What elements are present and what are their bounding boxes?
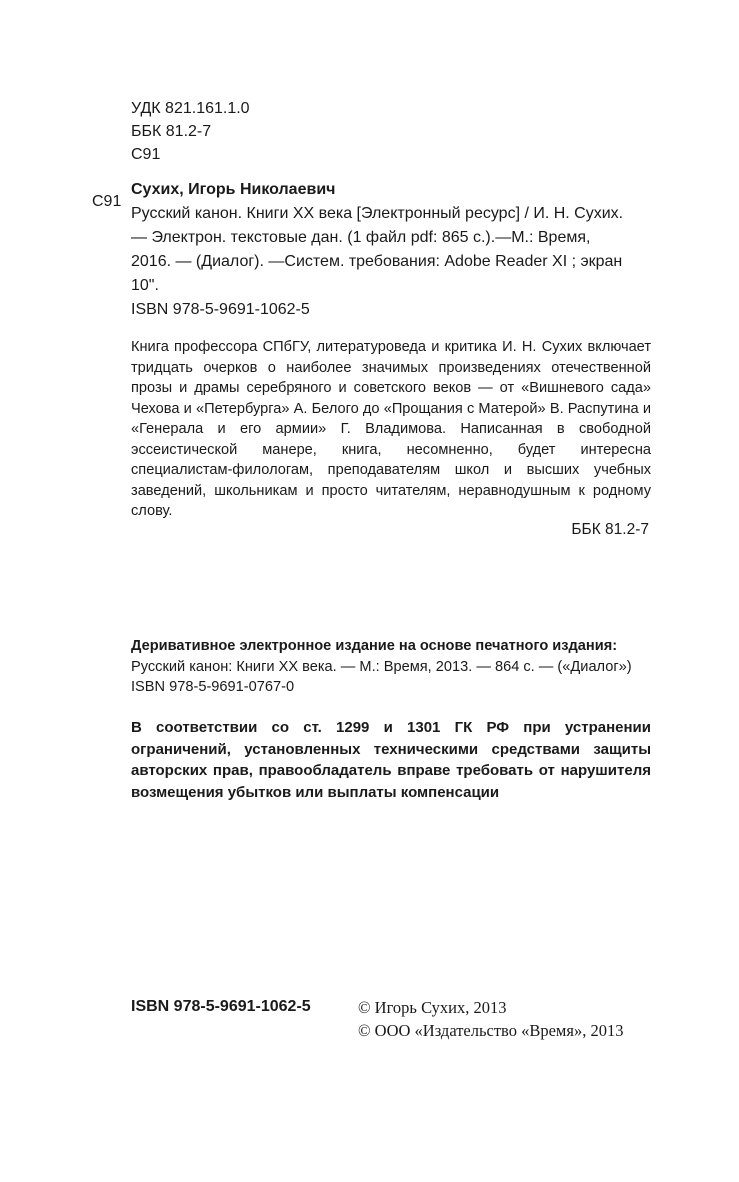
derivative-edition [131,636,651,698]
description-line: 2016. — (Диалог). —Систем. требования: Adobe Reader XI ; экран [131,253,623,270]
author-name: Сухих, Игорь Николаевич [131,181,336,198]
bbk-code: ББК 81.2-7 [131,123,212,140]
legal-notice: В соответствии со ст. 1299 и 1301 ГК РФ при устранении ограничений, установленных техническими средствами защиты авторских прав, правообладатель вправе требовать от нарушителя возмещения убытков или выплаты компенсации [131,719,651,801]
bibliographic-record [131,178,651,322]
copyright-block [358,996,623,1042]
annotation-paragraph: Книга профессора СПбГУ, литературоведа и критика И. Н. Сухих включает тридцать очерков о наиболее значимых произведениях отечественной прозы и драмы серебряного и советского веков — от «Вишневого сада» Чехова и «Петербурга» А. Белого до «Прощания с Матерой» В. Распутина и «Генерала и его армии» Г. Владимова. Написанная в свободной эссеистической манере, книга, несомненно, будет интересна специалистам-филологам, преподавателям школ и высших учебных заведений, школьникам и просто читателям, неравнодушным к родному слову. [131,339,651,519]
derivative-heading: Деривативное электронное издание на основе печатного издания: [131,638,618,654]
author-sign-margin: С91 [92,193,122,210]
classification-block [131,97,651,166]
derivative-isbn: ISBN 978-5-9691-0767-0 [131,679,295,695]
record-isbn: ISBN 978-5-9691-1062-5 [131,301,310,318]
derivative-source: Русский канон: Книги XX века. — М.: Время, 2013. — 864 с. — («Диалог») [131,658,632,675]
description-line: — Электрон. текстовые дан. (1 файл pdf: 865 с.).—М.: Время, [131,229,591,246]
description-line: Русский канон. Книги XX века [Электронный ресурс] / И. Н. Сухих. [131,205,624,222]
author-sign: С91 [131,146,161,163]
footer-isbn: ISBN 978-5-9691-1062-5 [131,998,311,1015]
copyright-author: © Игорь Сухих, 2013 [358,998,507,1017]
copyright-publisher: © ООО «Издательство «Время», 2013 [358,1021,624,1040]
description-line: 10". [131,277,159,294]
annotation-bbk: ББК 81.2-7 [571,521,649,538]
udk-code: УДК 821.161.1.0 [131,100,250,117]
